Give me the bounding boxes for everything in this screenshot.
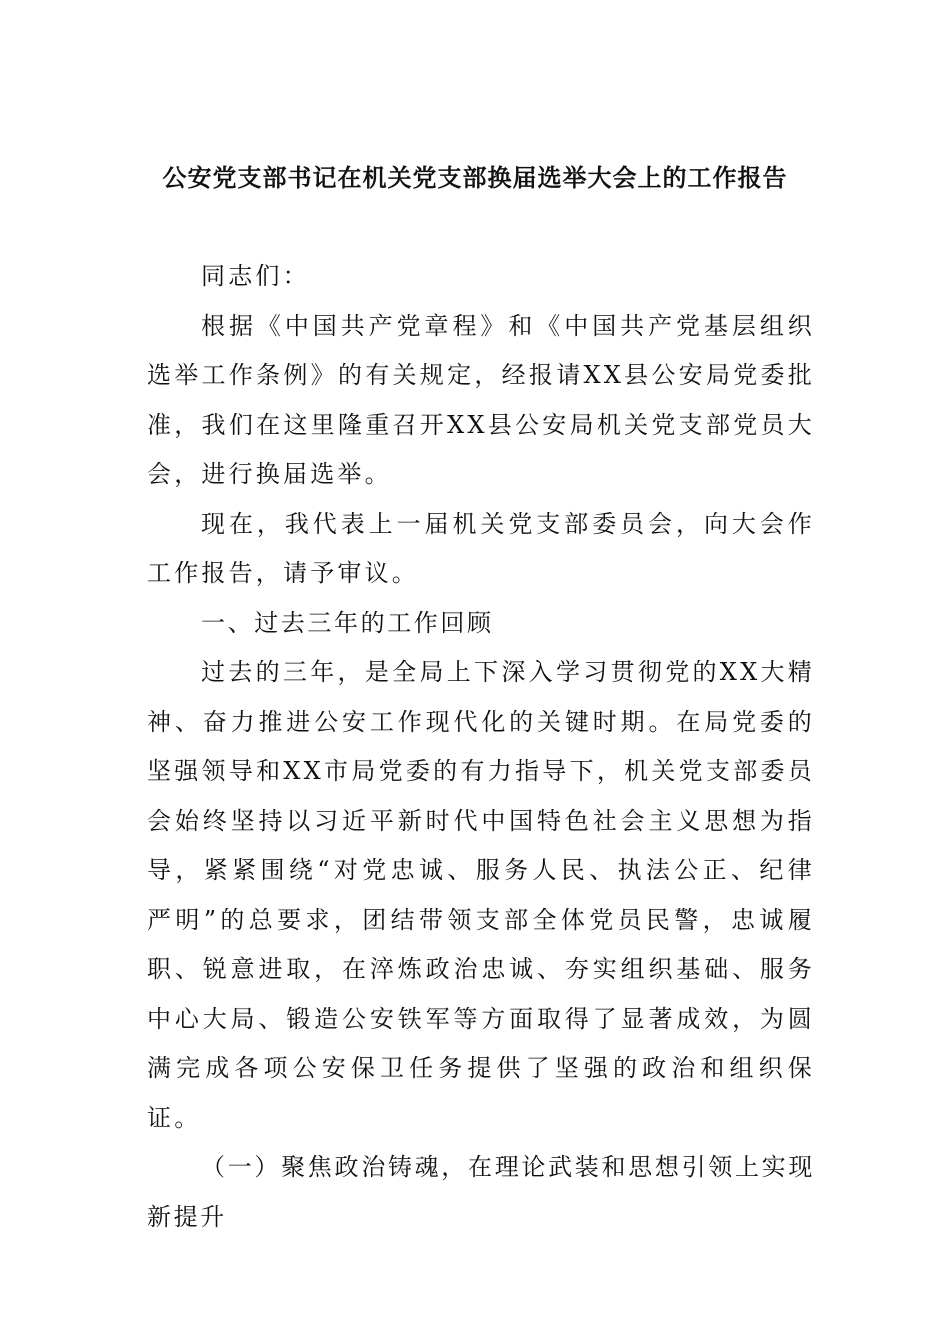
document-title: 公安党支部书记在机关党支部换届选举大会上的工作报告 [162, 164, 788, 192]
review-paragraph: 过去的三年，是全局上下深入学习贯彻党的XX大精神、奋力推进公安工作现代化的关键时期。在局党委的坚强领导和XX市局党委的有力指导下，机关党支部委员会始终坚持以习近平新时代中国特色社会主义思想为指导，紧紧围绕“对党忠诚、服务人民、执法公正、纪律严明”的总要求，团结带领支部全体党员民警，忠诚履职、锐意进取，在淬炼政治忠诚、夯实组织基础、服务中心大局、锻造公安铁军等方面取得了显著成效，为圆满完成各项公安保卫任务提供了坚强的政治和组织保证。 [147, 658, 815, 1132]
report-intro-paragraph: 现在，我代表上一届机关党支部委员会，向大会作工作报告，请予审议。 [147, 509, 815, 587]
opening-paragraph: 根据《中国共产党章程》和《中国共产党基层组织选举工作条例》的有关规定，经报请XX县公安局党委批准，我们在这里隆重召开XX县公安局机关党支部党员大会，进行换届选举。 [147, 311, 815, 488]
salutation-paragraph: 同志们： [201, 262, 310, 290]
document-body [147, 252, 815, 1242]
subsection-heading-political: （一）聚焦政治铸魂，在理论武装和思想引领上实现新提升 [147, 1153, 815, 1231]
section-heading-review: 一、过去三年的工作回顾 [201, 608, 494, 637]
